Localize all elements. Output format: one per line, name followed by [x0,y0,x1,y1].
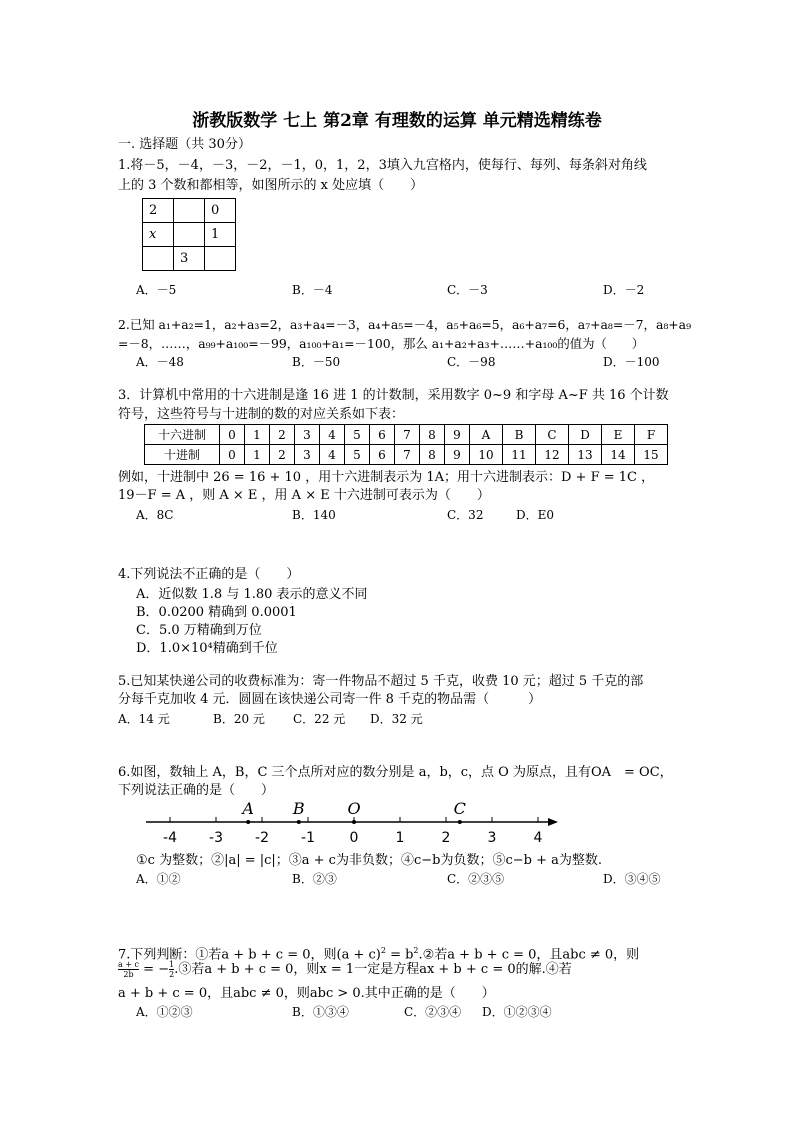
grid-cell [205,247,236,271]
axis-point-b [297,820,301,824]
number-line-figure [140,798,570,850]
q2-line2: =－8，……，a₉₉+a₁₀₀=－99，a₁₀₀+a₁=－100，那么 a₁+a₂+a₃+……+a₁₀₀的值为（ ） [118,336,645,351]
q7-line3: a + b + c = 0，且abc ≠ 0，则abc > 0.其中正确的是（ ） [118,986,495,1001]
dec-cell: 13 [569,445,602,465]
grid-cell [174,199,205,223]
q1-line2: 上的 3 个数和都相等，如图所示的 x 处应填（ ） [118,178,424,193]
q7-exp: 2 [380,946,386,955]
q5-option-d[interactable]: D．32 元 [370,712,423,726]
axis-tick-label: 1 [395,830,405,846]
q2-option-a[interactable]: A．－48 [136,355,184,369]
q5-line2: 分每千克加收 4 元．圆圆在该快递公司寄一件 8 千克的物品需（ ） [118,692,542,707]
q7-text: 7.下列判断：①若a + b + c = 0，则(a + c) [118,947,381,963]
q6-option-c[interactable]: C．②③⑤ [447,872,505,886]
axis-point-a [246,820,250,824]
q7-text: .③若a + b + c = 0，则x = 1一定是方程ax + b + c = 0的解.④若 [174,962,572,977]
hex-cell: 4 [320,425,345,445]
frac-denominator: 2b [123,970,134,979]
page-title: 浙教版数学 七上 第2章 有理数的运算 单元精选精练卷 [192,111,602,131]
dec-cell: 9 [445,445,470,465]
frac-denominator: 2 [169,970,175,979]
q7-text: = b [385,947,414,963]
hex-cell: C [536,425,569,445]
axis-tick-label: 2 [441,830,451,846]
q7-option-b[interactable]: B．①③④ [292,1005,349,1019]
hex-cell: 5 [345,425,370,445]
q4-option-b[interactable]: B．0.0200 精确到 0.0001 [136,605,297,620]
axis-tick-label: 3 [487,830,497,846]
dec-cell: 14 [602,445,635,465]
q6-option-a[interactable]: A．①② [136,872,181,886]
q1-option-a[interactable]: A．－5 [136,283,177,297]
axis-point-c [458,820,462,824]
q7-text: .②若a + b + c = 0，且abc ≠ 0，则 [418,947,640,963]
q4-option-d[interactable]: D．1.0×10⁴精确到千位 [136,641,278,656]
axis-point-label: O [347,799,361,818]
dec-cell: 1 [245,445,270,465]
q3-line3: 例如，十进制中 26 = 16 + 10 ，用十六进制表示为 1A；用十六进制表示：D + F = 1C ， [118,470,655,485]
axis-tick-label: 4 [533,830,543,846]
dec-cell: 3 [295,445,320,465]
grid-cell [174,223,205,247]
q5-option-c[interactable]: C．22 元 [293,712,346,726]
q4-line1: 4.下列说法不正确的是（ ） [118,567,300,582]
hex-cell: 9 [445,425,470,445]
q1-line1: 1.将－5，－4，－3，－2，－1，0，1，2，3填入九宫格内，使每行、每列、每条斜对角线 [118,158,647,173]
hex-row-label: 十六进制 [145,425,220,445]
q7-exp: 2 [413,946,419,955]
hex-cell: 6 [370,425,395,445]
axis-point-label: C [453,799,466,818]
q1-option-b[interactable]: B．－4 [292,283,333,297]
q3-line1: 3．计算机中常用的十六进制是逢 16 进 1 的计数制，采用数字 0~9 和字母 A~F 共 16 个计数 [118,388,669,403]
hex-cell: 2 [270,425,295,445]
q4-option-c[interactable]: C．5.0 万精确到万位 [136,623,262,638]
hex-cell: 0 [220,425,245,445]
q6-option-b[interactable]: B．②③ [292,872,337,886]
q1-option-c[interactable]: C．－3 [447,283,488,297]
axis-point-label: B [292,799,305,818]
dec-row-label: 十进制 [145,445,220,465]
dec-cell: 4 [320,445,345,465]
q1-option-d[interactable]: D．－2 [603,283,645,297]
hex-cell: 8 [420,425,445,445]
q3-option-d[interactable]: D．E0 [516,508,555,522]
dec-cell: 7 [395,445,420,465]
grid-cell: 2 [143,199,174,223]
q6-line1: 6.如图，数轴上 A，B，C 三个点所对应的数分别是 a，b，c，点 O 为原点，且有OA = OC， [118,765,673,780]
hex-cell: A [470,425,503,445]
grid-cell: 1 [205,223,236,247]
q2-option-d[interactable]: D．－100 [603,355,660,369]
grid-cell: 3 [174,247,205,271]
q3-option-b[interactable]: B．140 [292,508,336,522]
section-heading: 一. 选择题（共 30分） [118,137,251,152]
hex-cell: 3 [295,425,320,445]
q3-option-a[interactable]: A．8C [136,508,174,522]
grid-cell [143,247,174,271]
q2-line1: 2.已知 a₁+a₂=1，a₂+a₃=2，a₃+a₄=－3，a₄+a₅=－4，a₅+a₆=5，a₆+a₇=6，a₇+a₈=－7，a₈+a₉ [118,317,692,332]
q5-option-a[interactable]: A．14 元 [118,712,170,726]
magic-square-grid [142,198,236,271]
grid-cell: 0 [205,199,236,223]
fraction [118,960,139,979]
axis-tick-label: 0 [349,830,359,846]
dec-cell: 11 [503,445,536,465]
axis-point-label: A [242,799,254,818]
hex-cell: B [503,425,536,445]
dec-cell: 8 [420,445,445,465]
axis-arrow-icon [548,818,558,826]
q2-option-b[interactable]: B．－50 [292,355,341,369]
hex-decimal-table [144,424,668,465]
grid-cell-x: x [143,223,174,247]
axis-tick-label: -3 [209,830,223,846]
hex-cell: D [569,425,602,445]
q7-option-d[interactable]: D．①②③④ [482,1005,552,1019]
q3-line2: 符号，这些符号与十进制的数的对应关系如下表： [118,407,405,422]
q2-option-c[interactable]: C．－98 [447,355,496,369]
dec-cell: 6 [370,445,395,465]
q5-line1: 5.已知某快递公司的收费标准为：寄一件物品不超过 5 千克，收费 10 元；超过 5 千克的部 [118,674,644,689]
hex-cell: 1 [245,425,270,445]
q7-text: = − [139,962,170,977]
q7-line2 [118,960,572,979]
q6-statements: ①c 为整数；②|a| = |c|；③a + c为非负数；④c−b为负数；⑤c−b + a为整数. [136,853,602,868]
axis-tick-label: -1 [301,830,315,846]
q7-option-a[interactable]: A．①②③ [136,1005,193,1019]
q7-option-c[interactable]: C．②③④ [404,1005,462,1019]
axis-point-o [352,820,356,824]
q5-option-b[interactable]: B．20 元 [213,712,265,726]
q3-option-c[interactable]: C．32 [447,508,484,522]
q3-line4: 19－F = A ，则 A × E ，用 A × E 十六进制可表示为（ ） [118,488,490,503]
q6-option-d[interactable]: D．③④⑤ [603,872,661,886]
frac-numerator: 1 [169,960,175,969]
axis-tick-label: -4 [163,830,177,846]
hex-cell: E [602,425,635,445]
q4-option-a[interactable]: A．近似数 1.8 与 1.80 表示的意义不同 [136,587,368,602]
dec-cell: 12 [536,445,569,465]
dec-cell: 5 [345,445,370,465]
hex-cell: 7 [395,425,420,445]
dec-cell: 0 [220,445,245,465]
dec-cell: 10 [470,445,503,465]
dec-cell: 2 [270,445,295,465]
axis-tick-label: -2 [255,830,269,846]
hex-cell: F [635,425,668,445]
frac-numerator: a + c [118,960,140,969]
q6-line2: 下列说法正确的是（ ） [118,783,275,798]
dec-cell: 15 [635,445,668,465]
